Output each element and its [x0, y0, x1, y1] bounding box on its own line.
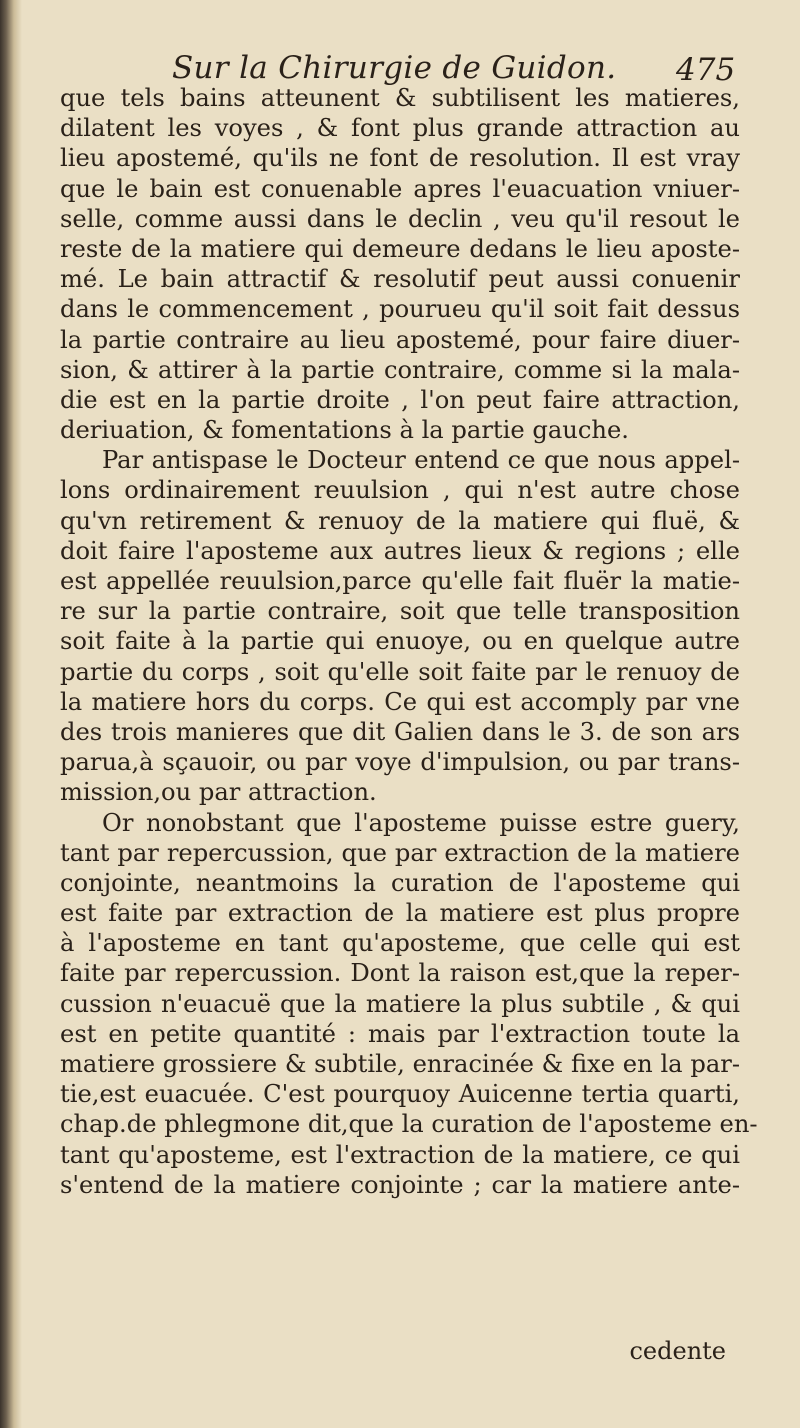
text-line: chap.de phlegmone dit,que la curation de l'aposteme en- — [60, 1110, 758, 1139]
text-line: s'entend de la matiere conjointe ; car la matiere ante- — [60, 1170, 740, 1199]
text-line: dans le commencement , pourueu qu'il soit fait dessus — [60, 295, 740, 324]
binding-gutter — [0, 0, 22, 1428]
body-text — [60, 83, 758, 1200]
text-line: tie,est euacuée. C'est pourquoy Auicenne tertia quarti, — [60, 1080, 740, 1109]
text-line: conjointe, neantmoins la curation de l'aposteme qui — [60, 868, 740, 897]
text-line: Or nonobstant que l'aposteme puisse estre guery, — [102, 808, 740, 837]
text-line: selle, comme aussi dans le declin , veu qu'il resout le — [60, 204, 740, 233]
text-line: qu'vn retirement & renuoy de la matiere qui fluë, & — [60, 506, 740, 535]
text-line: soit faite à la partie qui enuoye, ou en quelque autre — [60, 627, 740, 656]
page-header — [0, 48, 800, 88]
text-line: cussion n'euacuë que la matiere la plus subtile , & qui — [60, 989, 740, 1018]
text-line: est appellée reuulsion,parce qu'elle fait fluër la matie- — [60, 567, 740, 595]
text-line: partie du corps , soit qu'elle soit faite par le renuoy de — [60, 657, 740, 686]
text-line: à l'aposteme en tant qu'aposteme, que celle qui est — [60, 929, 740, 958]
text-line: dilatent les voyes , & font plus grande attraction au — [60, 114, 740, 143]
text-line: que le bain est conuenable apres l'euacuation vniuer- — [60, 174, 740, 203]
text-line: tant par repercussion, que par extraction de la matiere — [60, 838, 740, 867]
running-title: Sur la Chirurgie de Guidon. — [172, 50, 617, 86]
text-line: la matiere hors du corps. Ce qui est accomply par vne — [60, 687, 740, 716]
text-line: mé. Le bain attractif & resolutif peut aussi conuenir — [60, 265, 740, 294]
text-line: mission,ou par attraction. — [60, 778, 377, 807]
text-line: que tels bains atteunent & subtilisent les matieres, — [60, 84, 740, 112]
text-line: faite par repercussion. Dont la raison est,que la reper- — [60, 959, 740, 988]
text-line: Par antispase le Docteur entend ce que nous appel- — [102, 446, 740, 475]
text-line: re sur la partie contraire, soit que telle transposition — [60, 597, 740, 626]
text-line: doit faire l'aposteme aux autres lieux & regions ; elle — [60, 536, 740, 565]
text-line: reste de la matiere qui demeure dedans le lieu aposte- — [60, 234, 740, 263]
text-line: deriuation, & fomentations à la partie gauche. — [60, 416, 629, 445]
text-line: la partie contraire au lieu apostemé, pour faire diuer- — [60, 325, 740, 354]
catchword: cedente — [629, 1337, 726, 1365]
text-line: est faite par extraction de la matiere est plus propre — [60, 899, 740, 928]
text-line: est en petite quantité : mais par l'extraction toute la — [60, 1019, 740, 1048]
text-line: sion, & attirer à la partie contraire, comme si la mala- — [60, 355, 740, 384]
text-line: parua,à sçauoir, ou par voye d'impulsion, ou par trans- — [60, 748, 740, 777]
text-line: des trois manieres que dit Galien dans le 3. de son ars — [60, 717, 740, 746]
text-line: lons ordinairement reuulsion , qui n'est autre chose — [60, 476, 740, 505]
page-number: 475 — [676, 52, 736, 88]
text-line: lieu apostemé, qu'ils ne font de resolution. Il est vray — [60, 144, 740, 173]
text-line: die est en la partie droite , l'on peut faire attraction, — [60, 385, 740, 414]
text-line: tant qu'aposteme, est l'extraction de la matiere, ce qui — [60, 1140, 740, 1169]
text-line: matiere grossiere & subtile, enracinée & fixe en la par- — [60, 1050, 740, 1078]
